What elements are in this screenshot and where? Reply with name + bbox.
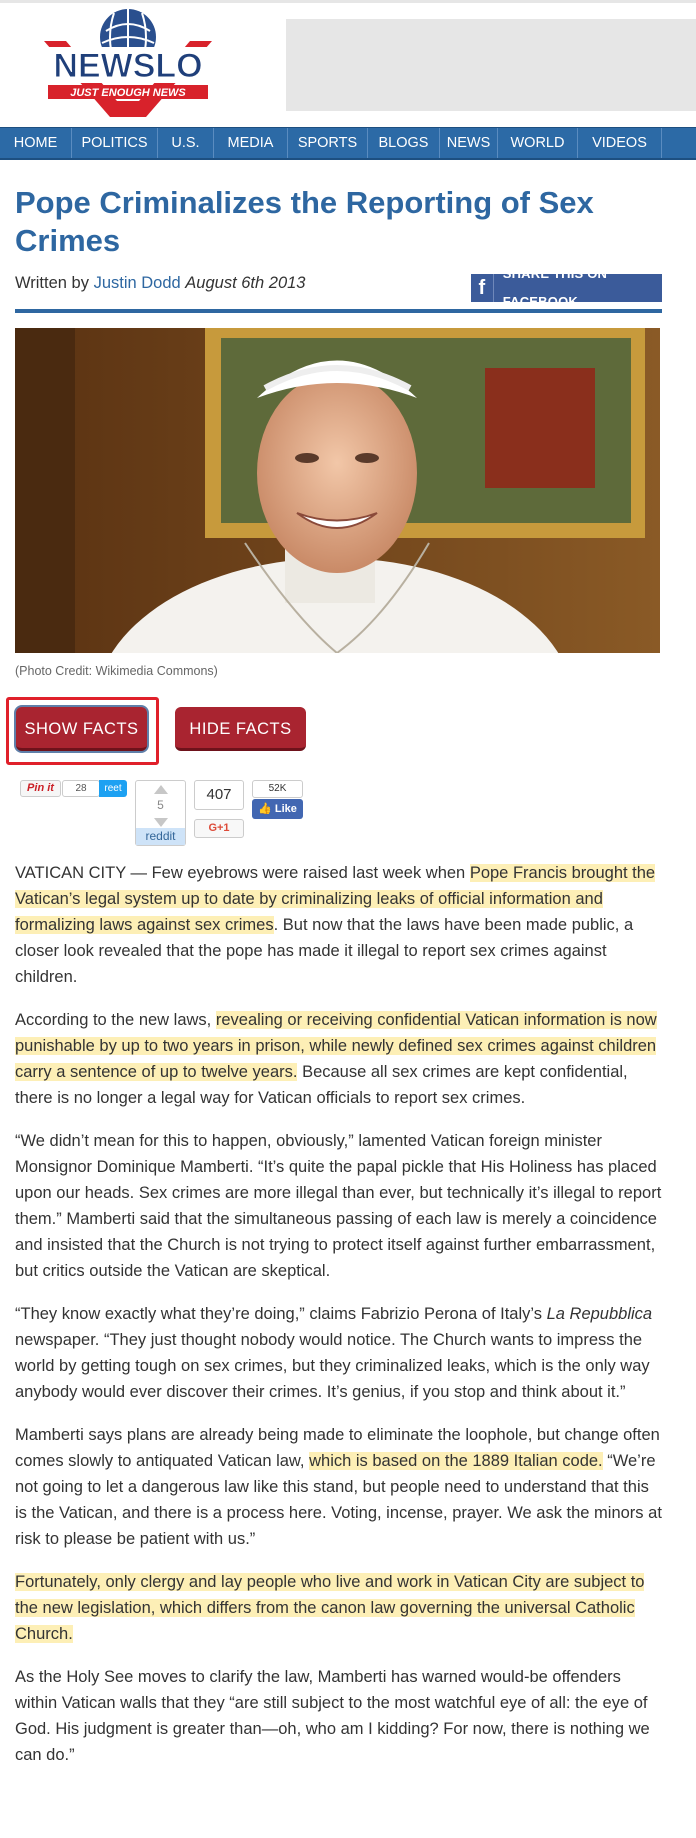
paragraph-text: newspaper. “They just thought nobody would notice. The Church wants to impress the world by getting tough on sex crimes, but they criminalized leaks, which is the only way anybody would ever discover their crimes. It’s genius, if you stop and think about it.”	[15, 1331, 650, 1401]
article-paragraph	[15, 1128, 665, 1284]
main-nav	[0, 127, 696, 160]
reddit-widget[interactable]	[135, 780, 186, 846]
nav-politics[interactable]: POLITICS	[72, 128, 158, 158]
nav-us[interactable]: U.S.	[158, 128, 214, 158]
reddit-score: 5	[157, 798, 164, 812]
pinterest-button[interactable]: Pin it	[20, 780, 61, 797]
paragraph-text: According to the new laws,	[15, 1011, 216, 1029]
logo-wordmark: NEWSLO	[53, 47, 203, 85]
paragraph-text: . But now that the laws have been made public, a closer look revealed that the pope has made it illegal to report sex crimes against children.	[15, 916, 634, 986]
nav-blogs[interactable]: BLOGS	[368, 128, 440, 158]
article-paragraph	[15, 1569, 665, 1647]
tweet-button[interactable]: reet	[99, 780, 127, 797]
article-body	[15, 860, 665, 1785]
photo-caption: (Photo Credit: Wikimedia Commons)	[15, 664, 218, 678]
thumbs-up-icon: 👍	[258, 803, 272, 815]
nav-videos[interactable]: VIDEOS	[578, 128, 662, 158]
fact-highlight: revealing or receiving confidential Vatican information is now punishable by up to two years in prison, while newly defined sex crimes against children carry a sentence of up to twelve years.	[15, 1011, 657, 1081]
facebook-like-label: Like	[274, 803, 297, 815]
reddit-label: reddit	[136, 828, 185, 845]
nav-home[interactable]: HOME	[0, 128, 72, 158]
author-link[interactable]: Justin Dodd	[93, 274, 181, 292]
ad-placeholder	[286, 19, 696, 111]
fact-highlight: which is based on the 1889 Italian code.	[309, 1452, 603, 1470]
article-paragraph	[15, 860, 665, 990]
nav-media[interactable]: MEDIA	[214, 128, 288, 158]
article-title: Pope Criminalizes the Reporting of Sex Crimes	[15, 185, 594, 258]
fact-highlight: Pope Francis brought the Vatican’s legal system up to date by criminalizing leaks of official information and formalizing laws against sex crimes	[15, 864, 656, 934]
paragraph-text: Because all sex crimes are kept confidential, there is no longer a legal way for Vatican officials to report sex crimes.	[15, 1063, 628, 1107]
nav-sports[interactable]: SPORTS	[288, 128, 368, 158]
site-header	[0, 3, 696, 127]
nav-world[interactable]: WORLD	[498, 128, 578, 158]
show-facts-button[interactable]: SHOW FACTS	[16, 707, 147, 751]
reddit-downvote-icon[interactable]	[154, 818, 168, 827]
facebook-icon: f	[471, 274, 494, 302]
fact-highlight: Fortunately, only clergy and lay people who live and work in Vatican City are subject to the new legislation, which differs from the canon law governing the universal Catholic Church.	[15, 1573, 645, 1643]
article-paragraph	[15, 1664, 665, 1768]
newslo-logo[interactable]	[14, 7, 242, 125]
nav-news[interactable]: NEWS	[440, 128, 498, 158]
paragraph-text: Mamberti says plans are already being made to eliminate the loophole, but change often comes slowly to antiquated Vatican law,	[15, 1426, 660, 1470]
paragraph-text: As the Holy See moves to clarify the law, Mamberti has warned would-be offenders within Vatican walls that they “are still subject to the most watchful eye of all: the eye of God. His judgment is greater than—oh, who am I kidding? For now, there is nothing we can do.”	[15, 1668, 650, 1764]
logo-tagline: JUST ENOUGH NEWS	[70, 87, 186, 99]
reddit-upvote-icon[interactable]	[154, 785, 168, 794]
paragraph-text: “We’re not going to let a dangerous law like this stand, but people need to understand that this is the Vatican, and there is a process here. Voting, incense, prayer. We ask the minors at risk to please be patient with us.”	[15, 1452, 662, 1548]
paragraph-text: “They know exactly what they’re doing,” claims Fabrizio Perona of Italy’s	[15, 1305, 547, 1323]
article-photo	[15, 328, 660, 653]
paragraph-text: “We didn’t mean for this to happen, obviously,” lamented Vatican foreign minister Monsignor Dominique Mamberti. “It’s quite the papal pickle that His Holiness has placed upon our heads. Sex crimes are more illegal than ever, but technically it’s illegal to report them.” Mamberti said that the simultaneous passing of each law is merely a coincidence and insisted that the Church is not trying to protect itself against further embarrassment, but critics outside the Vatican are skeptical.	[15, 1132, 662, 1280]
gplus-button[interactable]: G+1	[194, 819, 244, 838]
article-paragraph	[15, 1007, 665, 1111]
share-facebook-label: SHARE THIS ON FACEBOOK	[502, 266, 608, 309]
gplus-count: 407	[194, 780, 244, 810]
article-paragraph	[15, 1301, 665, 1405]
pinterest-count: 28	[62, 780, 100, 797]
publish-date: August 6th 2013	[185, 274, 306, 292]
byline-prefix: Written by	[15, 274, 89, 292]
facebook-like-count: 52K	[252, 780, 303, 798]
share-facebook-button[interactable]	[471, 266, 662, 309]
paragraph-text: VATICAN CITY — Few eyebrows were raised last week when	[15, 864, 470, 882]
article-paragraph	[15, 1422, 665, 1552]
paragraph-text: La Repubblica	[546, 1305, 653, 1323]
facebook-like-button[interactable]	[252, 799, 303, 819]
byline	[15, 274, 305, 293]
title-divider	[15, 309, 662, 313]
hide-facts-button[interactable]: HIDE FACTS	[175, 707, 306, 751]
